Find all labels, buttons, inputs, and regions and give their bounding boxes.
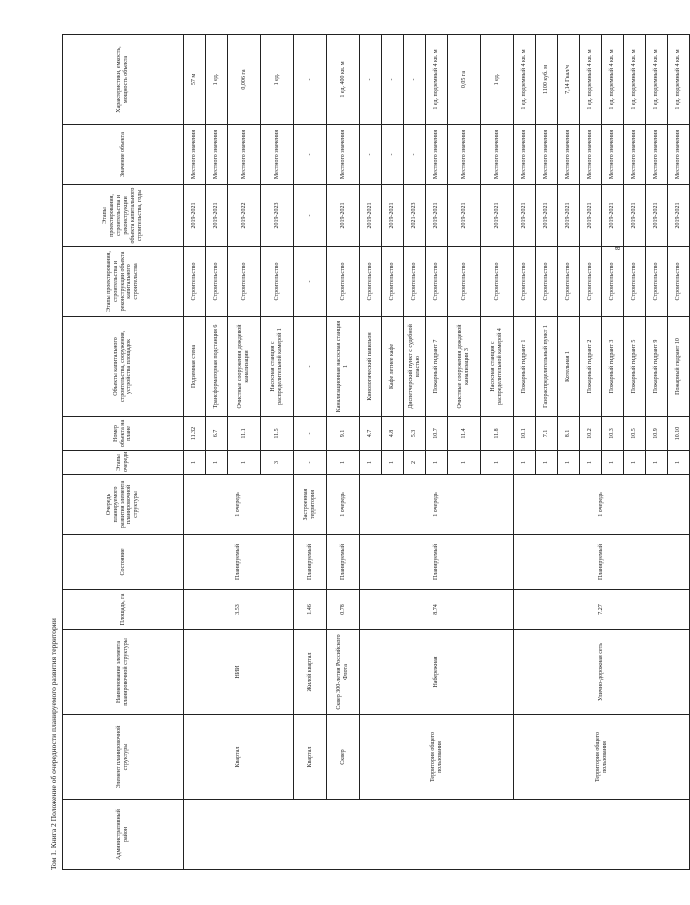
table-header-row <box>63 35 184 870</box>
object-number-cell: 7.1 <box>536 417 558 451</box>
page-number: 8 <box>614 246 622 250</box>
queue-cell: Застроенная территория <box>294 475 327 535</box>
stage-cell: 1 <box>668 451 690 475</box>
area-cell: 1.46 <box>294 590 327 630</box>
area-cell: 8.74 <box>360 590 514 630</box>
work-type-cell: Строительство <box>580 247 602 317</box>
stage-cell: 2 <box>404 451 426 475</box>
object-cell: Очистные сооружения дождевой канализации 3 <box>448 317 481 417</box>
significance-cell: - <box>404 125 426 185</box>
stage-cell: 3 <box>261 451 294 475</box>
capacity-cell: 0,006 га <box>228 35 261 125</box>
element-name-cell: Улично-дорожная сеть <box>514 630 690 715</box>
years-cell: 2019-2021 <box>481 185 514 247</box>
object-number-cell: 10.1 <box>514 417 536 451</box>
table-row <box>360 35 382 870</box>
element-cell: Квартал <box>294 715 327 800</box>
object-cell: Газораспределительный пункт 1 <box>536 317 558 417</box>
work-type-cell: Строительство <box>404 247 426 317</box>
header-cell: Площадь, га <box>63 590 184 630</box>
years-cell: 2019-2021 <box>360 185 382 247</box>
significance-cell: - <box>360 125 382 185</box>
years-cell: 2019-2021 <box>382 185 404 247</box>
header-cell: Административный район <box>63 800 184 870</box>
capacity-cell: 1 ед. <box>261 35 294 125</box>
capacity-cell: 7,14 Гкал/ч <box>558 35 580 125</box>
stage-cell: 1 <box>536 451 558 475</box>
priority-table <box>62 34 690 870</box>
district-cell <box>184 800 690 870</box>
object-cell: Трансформаторная подстанция 6 <box>206 317 228 417</box>
stage-cell: 1 <box>481 451 514 475</box>
header-cell: Состояние <box>63 535 184 590</box>
header-cell: Этапы очереди <box>63 451 184 475</box>
object-number-cell: 11.4 <box>448 417 481 451</box>
work-type-cell: Строительство <box>184 247 206 317</box>
object-number-cell: 10.5 <box>624 417 646 451</box>
stage-cell: 1 <box>228 451 261 475</box>
object-cell: Пожарный гидрант 10 <box>668 317 690 417</box>
area-cell: 7.27 <box>514 590 690 630</box>
queue-cell: 1 очередь <box>514 475 690 535</box>
years-cell: 2019-2021 <box>602 185 624 247</box>
work-type-cell: Строительство <box>261 247 294 317</box>
object-cell: - <box>294 317 327 417</box>
significance-cell: Местного значения <box>668 125 690 185</box>
years-cell: 2019-2021 <box>327 185 360 247</box>
queue-cell: 1 очередь <box>360 475 514 535</box>
work-type-cell: Строительство <box>382 247 404 317</box>
work-type-cell: Строительство <box>624 247 646 317</box>
capacity-cell: - <box>360 35 382 125</box>
capacity-cell: 0,05 га <box>448 35 481 125</box>
capacity-cell: 1 ед. <box>481 35 514 125</box>
element-name-cell: НИИ <box>184 630 294 715</box>
status-cell: Планируемый <box>294 535 327 590</box>
work-type-cell: Строительство <box>536 247 558 317</box>
object-number-cell: 10.2 <box>580 417 602 451</box>
work-type-cell: Строительство <box>426 247 448 317</box>
rotated-document <box>48 35 682 870</box>
stage-cell: 1 <box>360 451 382 475</box>
table-row <box>327 35 360 870</box>
element-cell: Сквер <box>327 715 360 800</box>
work-type-cell: Строительство <box>228 247 261 317</box>
status-cell: Планируемый <box>360 535 514 590</box>
significance-cell: Местного значения <box>327 125 360 185</box>
header-cell: Элемент планировочной структуры <box>63 715 184 800</box>
capacity-cell: 1100 куб. м <box>536 35 558 125</box>
header-cell: Объекты капитального строительства, сооружения, устройства площадок <box>63 317 184 417</box>
significance-cell: Местного значения <box>426 125 448 185</box>
object-number-cell: 8.1 <box>558 417 580 451</box>
object-number-cell: 10.7 <box>426 417 448 451</box>
work-type-cell: Строительство <box>558 247 580 317</box>
capacity-cell: 1 ед. подземный 4 кв. м <box>668 35 690 125</box>
stage-cell: - <box>294 451 327 475</box>
object-number-cell: 10.3 <box>602 417 624 451</box>
status-cell: Планируемый <box>514 535 690 590</box>
years-cell: 2019-2021 <box>646 185 668 247</box>
significance-cell: Местного значения <box>228 125 261 185</box>
significance-cell: Местного значения <box>536 125 558 185</box>
queue-cell: 1 очередь <box>184 475 294 535</box>
stage-cell: 1 <box>448 451 481 475</box>
object-cell: Котельная 1 <box>558 317 580 417</box>
years-cell: 2019-2021 <box>624 185 646 247</box>
capacity-cell: - <box>294 35 327 125</box>
stage-cell: 1 <box>558 451 580 475</box>
work-type-cell: Строительство <box>602 247 624 317</box>
header-cell: Очередь планируемого развития элемента планировочной структуры <box>63 475 184 535</box>
element-cell: Территория общего пользования <box>514 715 690 800</box>
object-number-cell: 6.7 <box>206 417 228 451</box>
capacity-cell: 1 ед. подземный 4 кв. м <box>646 35 668 125</box>
years-cell: 2019-2021 <box>184 185 206 247</box>
header-cell: Значение объекта <box>63 125 184 185</box>
work-type-cell: - <box>294 247 327 317</box>
object-number-cell: 11.1 <box>228 417 261 451</box>
significance-cell: Местного значения <box>184 125 206 185</box>
object-number-cell: 11.5 <box>261 417 294 451</box>
stage-cell: 1 <box>602 451 624 475</box>
object-number-cell: 4.8 <box>382 417 404 451</box>
capacity-cell: 57 м <box>184 35 206 125</box>
object-cell: Пожарный гидрант 1 <box>514 317 536 417</box>
stage-cell: 1 <box>426 451 448 475</box>
object-cell: Диспетчерский пункт с судебной властью <box>404 317 426 417</box>
object-cell: Пожарный гидрант 9 <box>646 317 668 417</box>
significance-cell: Местного значения <box>624 125 646 185</box>
significance-cell: Местного значения <box>448 125 481 185</box>
significance-cell: Местного значения <box>206 125 228 185</box>
object-cell: Пожарный гидрант 2 <box>580 317 602 417</box>
years-cell: 2019-2021 <box>514 185 536 247</box>
status-cell: Планируемый <box>327 535 360 590</box>
table-row <box>184 35 206 870</box>
capacity-cell: 1 ед. подземный 4 кв. м <box>580 35 602 125</box>
capacity-cell: - <box>382 35 404 125</box>
years-cell: 2019-2022 <box>228 185 261 247</box>
object-number-cell: - <box>294 417 327 451</box>
years-cell: 2019-2021 <box>206 185 228 247</box>
work-type-cell: Строительство <box>514 247 536 317</box>
years-cell: 2019-2021 <box>536 185 558 247</box>
area-cell: 0.78 <box>327 590 360 630</box>
stage-cell: 1 <box>184 451 206 475</box>
header-cell: Наименование элемента планировочной структуры <box>63 630 184 715</box>
element-name-cell: Набережная <box>360 630 514 715</box>
status-cell: Планируемый <box>184 535 294 590</box>
years-cell: - <box>294 185 327 247</box>
stage-cell: 1 <box>327 451 360 475</box>
document-title: Том 1. Книга 2 Положение об очередности планируемого развития территории <box>49 618 58 870</box>
object-number-cell: 11.32 <box>184 417 206 451</box>
header-cell: Характеристики, емкость, мощность объекта <box>63 35 184 125</box>
significance-cell: Местного значения <box>602 125 624 185</box>
significance-cell: Местного значения <box>514 125 536 185</box>
table-row <box>294 35 327 870</box>
stage-cell: 1 <box>514 451 536 475</box>
element-cell: Квартал <box>184 715 294 800</box>
work-type-cell: Строительство <box>646 247 668 317</box>
object-cell: Кафе летнее кафе <box>382 317 404 417</box>
stage-cell: 1 <box>206 451 228 475</box>
stage-cell: 1 <box>580 451 602 475</box>
object-cell: Пожарный гидрант 3 <box>602 317 624 417</box>
years-cell: 2019-2021 <box>448 185 481 247</box>
object-number-cell: 4.7 <box>360 417 382 451</box>
capacity-cell: 1 ед. подземный 4 кв. м <box>602 35 624 125</box>
years-cell: 2019-2023 <box>261 185 294 247</box>
work-type-cell: Строительство <box>481 247 514 317</box>
significance-cell: - <box>382 125 404 185</box>
object-cell: Пожарный гидрант 5 <box>624 317 646 417</box>
stage-cell: 1 <box>646 451 668 475</box>
significance-cell: Местного значения <box>580 125 602 185</box>
years-cell: 2019-2021 <box>668 185 690 247</box>
years-cell: 2019-2021 <box>580 185 602 247</box>
object-cell: Канализационная насосная станция 1 <box>327 317 360 417</box>
object-number-cell: 9.1 <box>327 417 360 451</box>
capacity-cell: - <box>404 35 426 125</box>
header-cell: Номер объекта на плане <box>63 417 184 451</box>
significance-cell: Местного значения <box>558 125 580 185</box>
work-type-cell: Строительство <box>327 247 360 317</box>
capacity-cell: 1 ед. <box>206 35 228 125</box>
element-cell: Территория общего пользования <box>360 715 514 800</box>
stage-cell: 1 <box>624 451 646 475</box>
work-type-cell: Строительство <box>668 247 690 317</box>
work-type-cell: Строительство <box>206 247 228 317</box>
header-cell: Этапы проектирования, строительства и реконструкции объекта капитального строительства, годы <box>63 185 184 247</box>
object-number-cell: 11.8 <box>481 417 514 451</box>
work-type-cell: Строительство <box>360 247 382 317</box>
capacity-cell: 1 ед. подземный 4 кв. м <box>514 35 536 125</box>
object-cell: Насосная станция с распределительной камерой 4 <box>481 317 514 417</box>
table-row <box>514 35 536 870</box>
significance-cell: - <box>294 125 327 185</box>
object-cell: Насосная станция с распределительной камерой 1 <box>261 317 294 417</box>
years-cell: 2021-2023 <box>404 185 426 247</box>
object-number-cell: 10.10 <box>668 417 690 451</box>
object-cell: Подземная стена <box>184 317 206 417</box>
object-number-cell: 5.3 <box>404 417 426 451</box>
stage-cell: 1 <box>382 451 404 475</box>
area-cell: 3.53 <box>184 590 294 630</box>
element-name-cell: Жилой квартал <box>294 630 327 715</box>
header-cell: Этапы проектирования, строительства и реконструкции объекта капитального строительства <box>63 247 184 317</box>
element-name-cell: Сквер 300-летия Российского Флота <box>327 630 360 715</box>
significance-cell: Местного значения <box>261 125 294 185</box>
significance-cell: Местного значения <box>481 125 514 185</box>
capacity-cell: 1 ед. подземный 4 кв. м <box>624 35 646 125</box>
object-cell: Очистные сооружения дождевой канализации <box>228 317 261 417</box>
object-cell: Кинологический павильон <box>360 317 382 417</box>
capacity-cell: 1 ед. 400 кв. м <box>327 35 360 125</box>
years-cell: 2019-2021 <box>426 185 448 247</box>
queue-cell: 1 очередь <box>327 475 360 535</box>
capacity-cell: 1 ед. подземный 4 кв. м <box>426 35 448 125</box>
object-cell: Пожарный гидрант 7 <box>426 317 448 417</box>
years-cell: 2019-2021 <box>558 185 580 247</box>
object-number-cell: 10.9 <box>646 417 668 451</box>
significance-cell: Местного значения <box>646 125 668 185</box>
work-type-cell: Строительство <box>448 247 481 317</box>
